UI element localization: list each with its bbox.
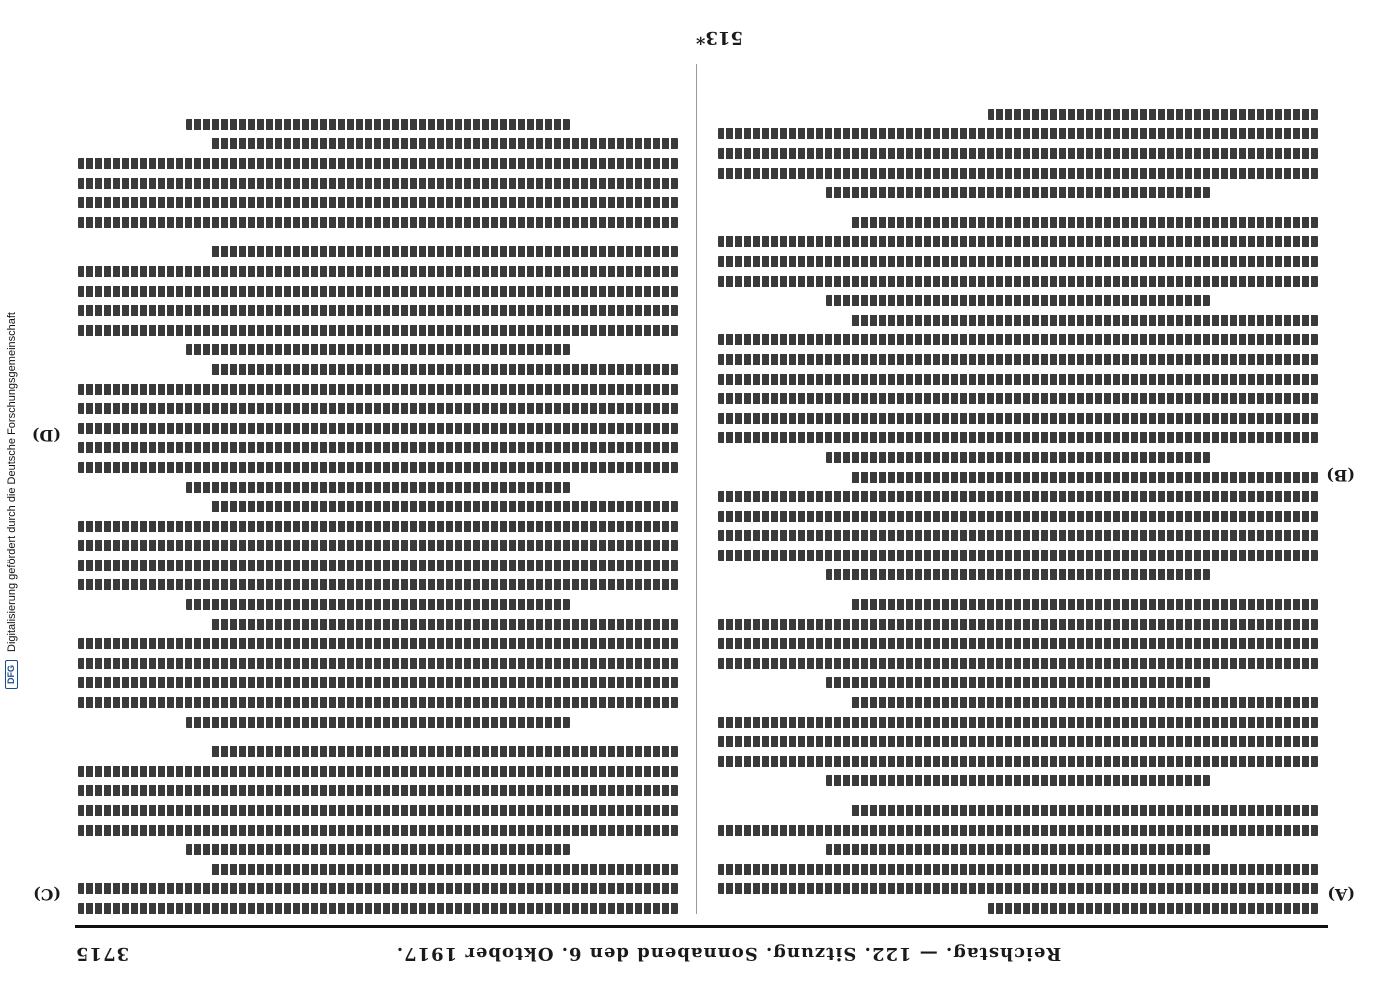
text-line (186, 119, 570, 130)
text-line (78, 658, 678, 669)
text-line (718, 413, 1318, 424)
text-line (718, 393, 1318, 404)
text-line (718, 736, 1318, 747)
text-line (78, 197, 678, 208)
text-line (78, 423, 678, 434)
text-line (210, 864, 678, 875)
text-line (78, 178, 678, 189)
dfg-logo-icon: DFG (5, 659, 18, 688)
text-line (78, 805, 678, 816)
text-line (78, 677, 678, 688)
text-line (210, 364, 678, 375)
text-line (78, 540, 678, 551)
text-column-left (718, 64, 1318, 914)
text-line (850, 805, 1318, 816)
text-line (850, 315, 1318, 326)
text-line (210, 746, 678, 757)
text-line (826, 677, 1210, 688)
digitization-credit (0, 0, 22, 1000)
text-line (850, 472, 1318, 483)
text-line (210, 246, 678, 257)
text-line (826, 844, 1210, 855)
text-line (210, 619, 678, 630)
text-line (850, 217, 1318, 228)
text-line (718, 883, 1318, 894)
text-line (826, 187, 1210, 198)
text-column-right (78, 64, 678, 914)
text-line (78, 286, 678, 297)
text-line (186, 844, 570, 855)
column-divider (696, 64, 697, 914)
text-line (718, 511, 1318, 522)
text-line (78, 305, 678, 316)
text-line (850, 599, 1318, 610)
text-line (186, 717, 570, 728)
text-line (210, 501, 678, 512)
text-line (78, 883, 678, 894)
margin-marker-c: (C) (33, 885, 61, 904)
text-line (718, 128, 1318, 139)
text-line (826, 452, 1210, 463)
text-line (718, 256, 1318, 267)
text-line (718, 717, 1318, 728)
text-line (78, 825, 678, 836)
text-line (718, 825, 1318, 836)
text-line (78, 697, 678, 708)
text-line (78, 766, 678, 777)
text-line (718, 530, 1318, 541)
page-header (75, 930, 1328, 964)
text-line (718, 756, 1318, 767)
text-line (718, 491, 1318, 502)
text-line (718, 864, 1318, 875)
page-number: 3715 (75, 943, 130, 964)
text-line (718, 638, 1318, 649)
text-line (826, 570, 1210, 581)
text-line (718, 374, 1318, 385)
text-line (78, 580, 678, 591)
text-line (186, 599, 570, 610)
text-line (78, 325, 678, 336)
text-line (718, 236, 1318, 247)
margin-marker-b: (B) (1326, 466, 1355, 485)
text-line (186, 344, 570, 355)
text-line (988, 903, 1318, 914)
text-line (78, 217, 678, 228)
text-line (78, 785, 678, 796)
page-footer-mark: 513* (696, 27, 743, 48)
text-line (78, 403, 678, 414)
text-line (718, 168, 1318, 179)
header-rule (75, 925, 1328, 928)
text-line (78, 158, 678, 169)
text-line (988, 109, 1318, 120)
text-line (718, 276, 1318, 287)
text-line (78, 384, 678, 395)
text-line (718, 334, 1318, 345)
text-line (78, 462, 678, 473)
credit-text: Digitalisierung gefördert durch die Deutsche Forschungsgemeinschaft (5, 311, 17, 652)
text-line (78, 266, 678, 277)
text-line (718, 432, 1318, 443)
text-line (826, 775, 1210, 786)
text-line (718, 619, 1318, 630)
text-line (186, 482, 570, 493)
text-line (850, 697, 1318, 708)
text-line (826, 295, 1210, 306)
text-line (718, 550, 1318, 561)
text-line (718, 658, 1318, 669)
text-line (78, 903, 678, 914)
page-header-title: Reichstag. — 122. Sitzung. Sonnabend den 6. Oktober 1917. (395, 943, 1062, 964)
text-line (78, 521, 678, 532)
margin-marker-a: (A) (1327, 885, 1355, 904)
text-line (78, 638, 678, 649)
margin-marker-d: (D) (31, 426, 61, 445)
text-line (78, 560, 678, 571)
text-line (78, 442, 678, 453)
text-line (718, 354, 1318, 365)
text-line (210, 138, 678, 149)
text-line (718, 148, 1318, 159)
